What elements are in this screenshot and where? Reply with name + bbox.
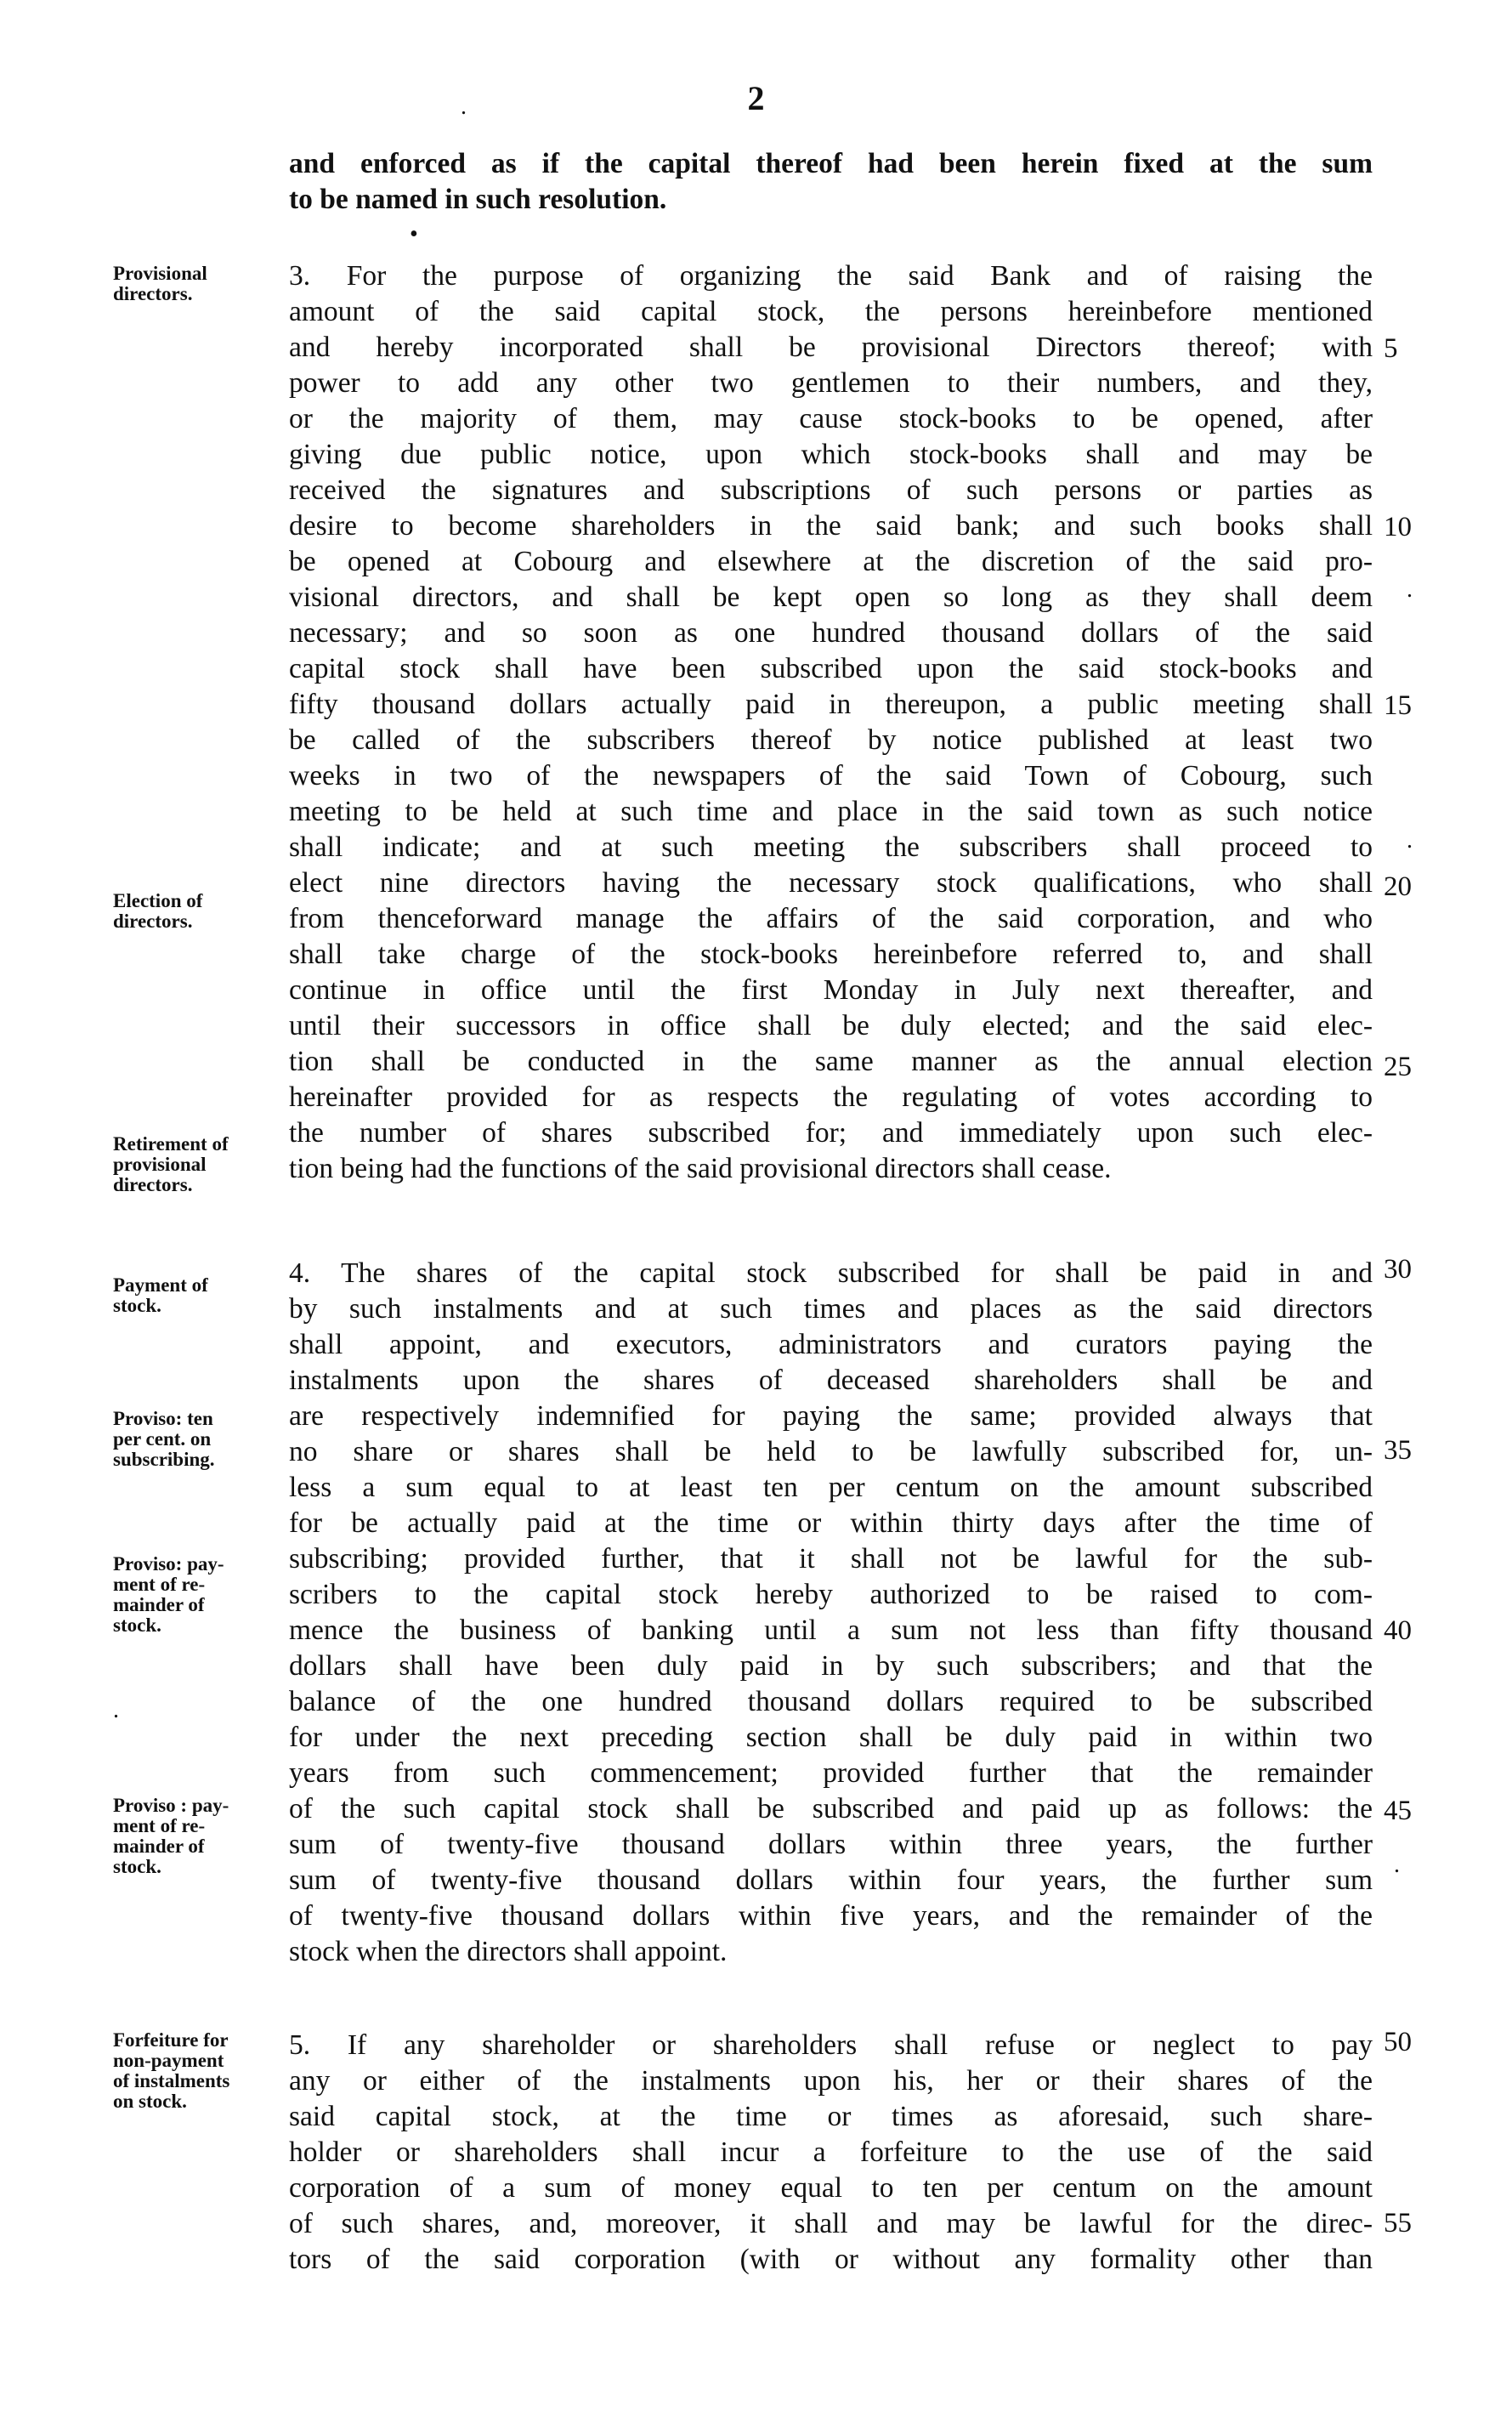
text-line: and hereby incorporated shall be provisional Directors thereof; with [289, 332, 1373, 363]
line-number: 10 [1384, 512, 1412, 542]
text-line: until their successors in office shall be duly elected; and the said elec- [289, 1010, 1373, 1041]
text-line: and enforced as if the capital thereof had been herein fixed at the sum [289, 148, 1373, 179]
ink-speck: . [1407, 576, 1413, 603]
text-line: visional directors, and shall be kept open so long as they shall deem [289, 582, 1373, 613]
text-line: desire to become shareholders in the said bank; and such books shall [289, 510, 1373, 542]
margin-note-payment-of-stock: Payment of stock. [113, 1274, 208, 1316]
text-line: shall take charge of the stock-books hereinbefore referred to, and shall [289, 939, 1373, 970]
text-line: hereinafter provided for as respects the regulating of votes according to [289, 1081, 1373, 1113]
text-line: holder or shareholders shall incur a forfeiture to the use of the said [289, 2136, 1373, 2168]
line-number: 25 [1384, 1052, 1412, 1082]
line-number: 40 [1384, 1615, 1412, 1646]
text-line: any or either of the instalments upon his, her or their shares of the [289, 2065, 1373, 2097]
text-line: shall appoint, and executors, administrators and curators paying the [289, 1329, 1373, 1360]
text-line: weeks in two of the newspapers of the said Town of Cobourg, such [289, 760, 1373, 792]
text-line: to be named in such resolution. [289, 184, 667, 215]
text-line: capital stock shall have been subscribed upon the said stock-books and [289, 653, 1373, 684]
line-number: 55 [1384, 2208, 1412, 2239]
text-line: shall indicate; and at such meeting the subscribers shall proceed to [289, 831, 1373, 863]
line-number: 15 [1384, 690, 1412, 721]
text-line: the number of shares subscribed for; and immediately upon such elec- [289, 1117, 1373, 1149]
text-line: tion shall be conducted in the same manner as the annual election [289, 1046, 1373, 1077]
text-line: by such instalments and at such times and places as the said directors [289, 1293, 1373, 1325]
margin-note-election-of-directors: Election of directors. [113, 890, 203, 932]
line-number: 50 [1384, 2027, 1412, 2057]
section-3-heading-line: 3. For the purpose of organizing the said Bank and of raising the [289, 260, 1373, 292]
text-line: be opened at Cobourg and elsewhere at the discretion of the said pro- [289, 546, 1373, 577]
text-line: for be actually paid at the time or within thirty days after the time of [289, 1507, 1373, 1539]
text-line: fifty thousand dollars actually paid in thereupon, a public meeting shall [289, 689, 1373, 720]
text-line: no share or shares shall be held to be lawfully subscribed for, un- [289, 1436, 1373, 1467]
text-line: years from such commencement; provided further that the remainder [289, 1757, 1373, 1789]
section-5-heading-line: 5. If any shareholder or shareholders shall refuse or neglect to pay [289, 2029, 1373, 2061]
text-line: giving due public notice, upon which stock-books shall and may be [289, 439, 1373, 470]
text-line: or the majority of them, may cause stock-books to be opened, after [289, 403, 1373, 434]
text-line: of twenty-five thousand dollars within five years, and the remainder of the [289, 1900, 1373, 1932]
text-line: mence the business of banking until a sum not less than fifty thousand [289, 1614, 1373, 1646]
text-line: sum of twenty-five thousand dollars within four years, the further sum [289, 1864, 1373, 1896]
text-line: meeting to be held at such time and place in the said town as such notice [289, 796, 1373, 827]
text-line: from thenceforward manage the affairs of the said corporation, and who [289, 903, 1373, 934]
text-line: scribers to the capital stock hereby authorized to be raised to com- [289, 1579, 1373, 1610]
line-number: 20 [1384, 871, 1412, 902]
margin-note-forfeiture-for-non-payment: Forfeiture for non-payment of instalments on stock. [113, 2029, 230, 2112]
ink-speck: . [1407, 827, 1413, 854]
text-line: instalments upon the shares of deceased shareholders shall be and [289, 1365, 1373, 1396]
text-line: elect nine directors having the necessary stock qualifications, who shall [289, 867, 1373, 899]
text-line: balance of the one hundred thousand dollars required to be subscribed [289, 1686, 1373, 1717]
line-number: 45 [1384, 1796, 1412, 1826]
text-line: sum of twenty-five thousand dollars within three years, the further [289, 1829, 1373, 1860]
text-line: power to add any other two gentlemen to their numbers, and they, [289, 367, 1373, 399]
page-number: 2 [747, 79, 765, 117]
text-line: of such shares, and, moreover, it shall and may be lawful for the direc- [289, 2208, 1373, 2239]
margin-note-proviso-ten-per-cent: Proviso: ten per cent. on subscribing. [113, 1408, 215, 1470]
line-number: 35 [1384, 1435, 1412, 1466]
text-line: subscribing; provided further, that it shall not be lawful for the sub- [289, 1543, 1373, 1575]
ink-speck: . [461, 94, 467, 120]
section-4-heading-line: 4. The shares of the capital stock subscribed for shall be paid in and [289, 1257, 1373, 1289]
line-number: 30 [1384, 1254, 1412, 1285]
text-line: dollars shall have been duly paid in by such subscribers; and that the [289, 1650, 1373, 1682]
ink-speck: . [1394, 1852, 1400, 1878]
text-line: said capital stock, at the time or times as aforesaid, such share- [289, 2101, 1373, 2132]
text-line: tion being had the functions of the said provisional directors shall cease. [289, 1153, 1112, 1184]
margin-note-retirement-of-provisional-directors: Retirement of provisional directors. [113, 1133, 229, 1195]
text-line: stock when the directors shall appoint. [289, 1936, 728, 1967]
ink-speck: . [113, 1697, 119, 1723]
text-line: tors of the said corporation (with or without any formality other than [289, 2244, 1373, 2275]
text-line: amount of the said capital stock, the persons hereinbefore mentioned [289, 296, 1373, 327]
text-line: received the signatures and subscriptions of such persons or parties as [289, 474, 1373, 506]
text-line: be called of the subscribers thereof by notice published at least two [289, 724, 1373, 756]
margin-note-provisional-directors: Provisional directors. [113, 263, 207, 304]
text-line: for under the next preceding section shall be duly paid in within two [289, 1722, 1373, 1753]
margin-note-proviso-payment-of-remainder: Proviso: pay- ment of re- mainder of stock. [113, 1553, 224, 1636]
text-line: continue in office until the first Monday in July next thereafter, and [289, 974, 1373, 1006]
ink-speck: • [410, 221, 418, 247]
text-line: corporation of a sum of money equal to ten per centum on the amount [289, 2172, 1373, 2204]
text-line: necessary; and so soon as one hundred thousand dollars of the said [289, 617, 1373, 649]
text-line: less a sum equal to at least ten per centum on the amount subscribed [289, 1472, 1373, 1503]
margin-note-proviso-payment-of-remainder-2: Proviso : pay- ment of re- mainder of stock. [113, 1795, 229, 1877]
text-line: are respectively indemnified for paying the same; provided always that [289, 1400, 1373, 1432]
line-number: 5 [1384, 333, 1398, 364]
text-line: of the such capital stock shall be subscribed and paid up as follows: the [289, 1793, 1373, 1824]
